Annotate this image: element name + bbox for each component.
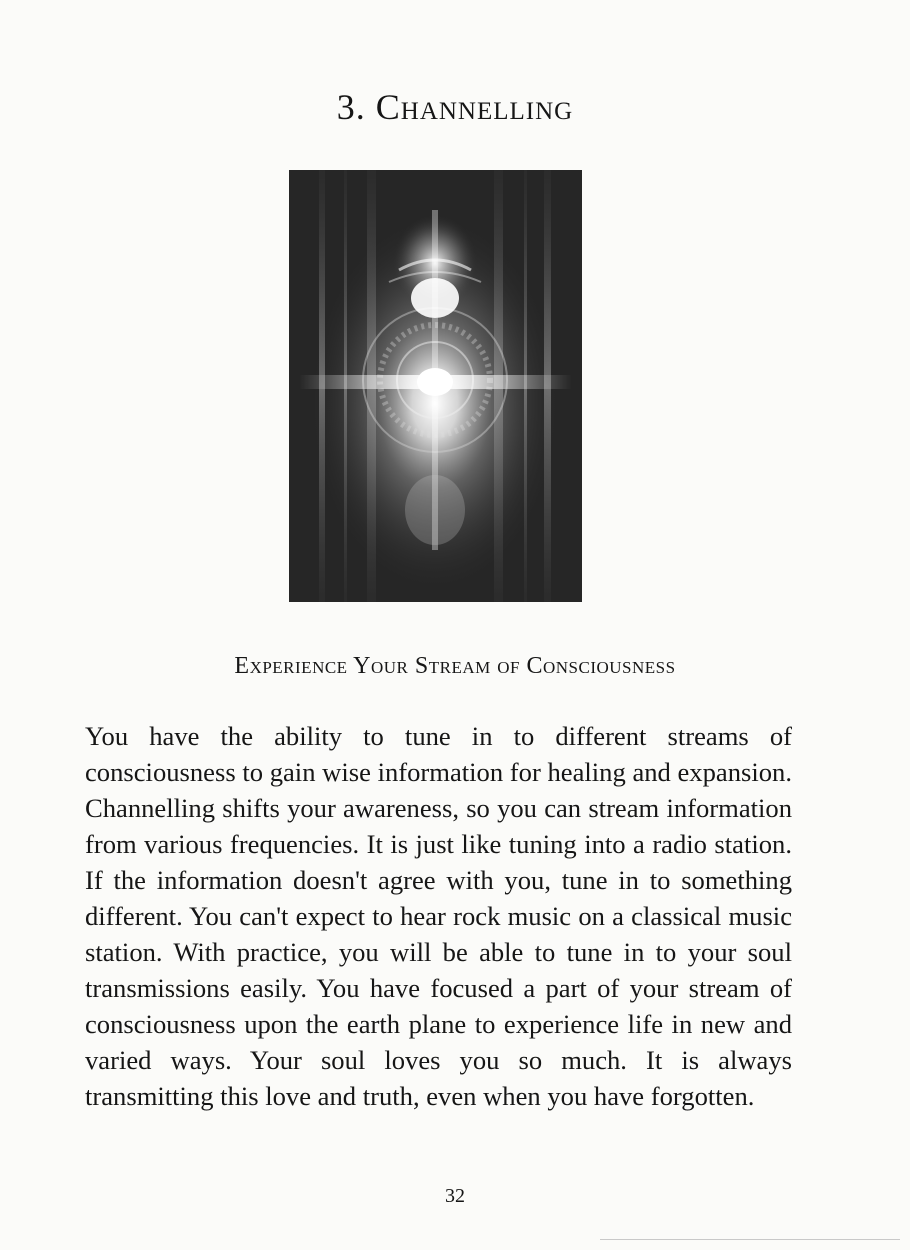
page-edge-divider	[600, 1239, 900, 1240]
oracle-card-image	[289, 170, 582, 602]
body-paragraph: You have the ability to tune in to different streams of consciousness to gain wise information for healing and expansion. Channelling shifts your awareness, so you can stream information from various frequencies. It is just like tuning into a radio station. If the information doesn't agree with you, tune in to something different. You can't expect to hear rock music on a classical music station. With practice, you will be able to tune in to your soul transmissions easily. You have focused a part of your stream of consciousness upon the earth plane to experience life in new and varied ways. Your soul loves you so much. It is always transmitting this love and truth, even when you have forgotten.	[85, 721, 792, 1111]
page-number: 32	[445, 1185, 465, 1207]
card-artwork	[289, 170, 582, 602]
chapter-title: 3. Channelling	[336, 87, 574, 127]
section-subtitle: Experience Your Stream of Consciousness	[234, 653, 676, 679]
